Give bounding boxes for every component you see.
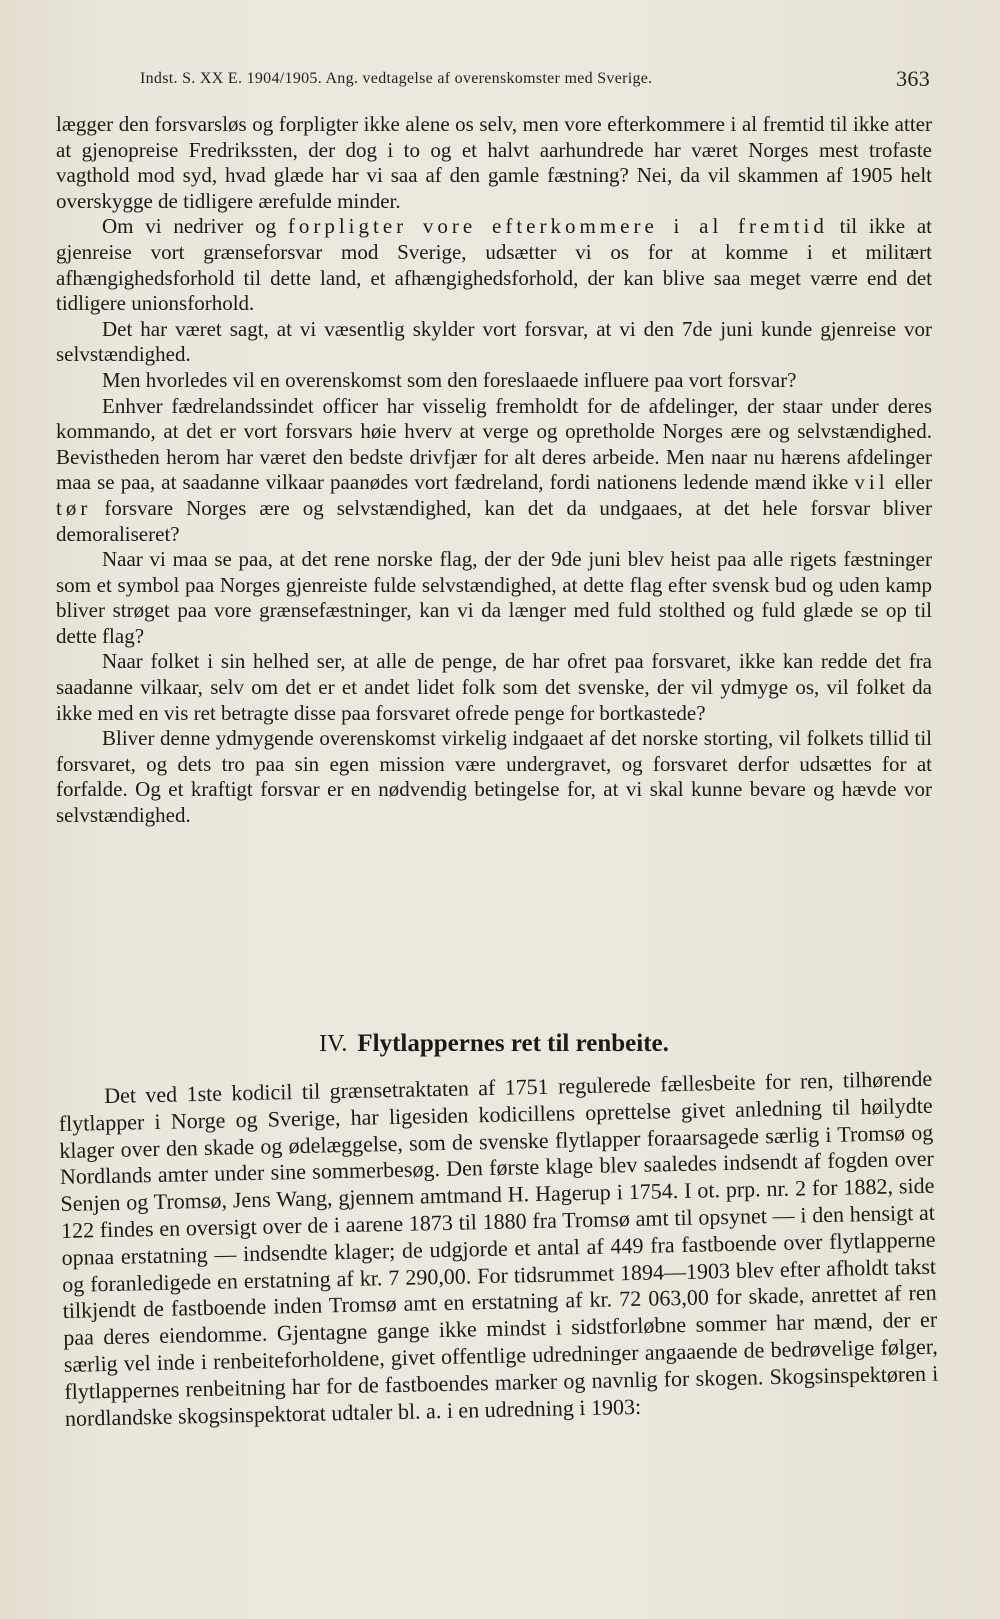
page-header <box>140 66 930 96</box>
emphasized-text: forpligter vore efterkommere i al fremtid <box>287 214 828 239</box>
paragraph: Men hvorledes vil en overenskomst som den foreslaaede influere paa vort forsvar? <box>102 367 797 392</box>
paragraph: Naar vi maa se paa, at det rene norske flag, der der 9de juni blev heist paa alle rigets fæstninger som et symbol paa Norges gjenreiste fulde selvstændighed, at dette flag efter svensk bud og uden kamp bliver strøget paa vore grænsefæstninger, kan vi da længer med fuld stolthed og fuld glæde se op til dette flag? <box>56 547 932 648</box>
emphasized-text: vil <box>854 470 889 495</box>
paragraph <box>56 394 932 548</box>
paragraph: lægger den forsvarsløs og forpligter ikke alene os selv, men vore efterkommere i al fremtid til ikke atter at gjenopreise Fredrikssten, der dog i to og et halvt aarhundrede har været Norges mest trofaste vagthold mod syd, hvad glæde har vi saa af den gamle fæstning? Nei, da vil skammen af 1905 helt overskygge de tidligere ærefulde minder. <box>56 112 932 213</box>
paragraph-mid: eller <box>888 470 932 495</box>
section-number: IV. <box>319 1031 348 1057</box>
emphasized-text: tør <box>56 495 92 520</box>
paragraph: Naar folket i sin helhed ser, at alle de penge, de har ofret paa forsvaret, ikke kan redde det fra saadanne vilkaar, selv om det er et andet lidet folk som det svenske, der vil ydmyge os, vil folket da ikke med en vis ret betragte disse paa forsvaret ofrede penge for bortkastede? <box>56 649 932 725</box>
paragraph-rest: til ikke at gjenreise vort grænseforsvar mod Sverige, udsætter vi os for at komme i et militært afhængighedsforhold til dette land, et afhængighedsforhold, der kan blive saa meget værre end det tidligere unionsforhold. <box>56 214 932 316</box>
paragraph-lead: Om vi nedriver og <box>102 214 288 239</box>
section-body <box>58 1066 939 1433</box>
section-heading <box>56 1030 932 1058</box>
section-title: Flytlappernes ret til renbeite. <box>357 1030 669 1057</box>
paragraph: Det har været sagt, at vi væsentlig skylder vort forsvar, at vi den 7de juni kunde gjenreise vor selvstændighed. <box>56 316 932 367</box>
body-text <box>56 112 932 829</box>
paragraph-rest: forsvare Norges ære og selvstændighed, kan det da undgaaes, at det hele forsvar bliver demoraliseret? <box>56 495 932 546</box>
paragraph: Bliver denne ydmygende overenskomst virkelig indgaaet af det norske storting, vil folkets tillid til forsvaret, og dets tro paa sin egen mission være undergravet, og forsvaret derfor udsættes for at forfalde. Og et kraftigt forsvar er en nødvendig betingelse for, at vi skal kunne bevare og hævde vor selvstændighed. <box>56 726 932 828</box>
paragraph: Det ved 1ste kodicil til grænsetraktaten af 1751 regulerede fællesbeite for ren, tilhørende flytlapper i Norge og Sverige, har ligesiden kodicillens oprettelse givet anledning til høilydte klager over den skade og ødelæggelse, som de svenske flytlapper foraarsagede særlig i Tromsø og Nordlands amter under sine sommerbesøg. Den første klage blev saaledes indsendt af fogden over Senjen og Tromsø, Jens Wang, gjennem amtmand H. Hagerup i 1754. I ot. prp. nr. 2 for 1882, side 122 findes en oversigt over de i aarene 1873 til 1880 fra Tromsø amt til opsynet — i den hensigt at opnaa erstatning — indsendte klager; de udgjorde et antal af 449 fra fastboende over flytlapperne og foranledigede en erstatning af kr. 7 290,00. For tidsrummet 1894—1903 blev efter afholdt takst tilkjendt de fastboende inden Tromsø amt en erstatning af kr. 72 063,00 for skade, anrettet af ren paa deres eiendomme. Gjentagne gange ikke mindst i sidstforløbne sommer har mænd, der er særlig vel inde i renbeiteforholdene, givet offentlige udredninger angaaende de bedrøvelige følger, flytlappernes renbeitning har for de fastboendes marker og navnlig for skogen. Skogsinspektøren i nordlandske skogsinspektorat udtaler bl. a. i en udredning i 1903: <box>58 1065 939 1431</box>
paragraph <box>56 214 932 316</box>
running-head: Indst. S. XX E. 1904/1905. Ang. vedtagelse af overenskomster med Sverige. <box>140 70 653 87</box>
paragraph-lead: Enhver fædrelandssindet officer har visselig fremholdt for de afdelinger, der staar under deres kommando, at det er vort forsvars høie hverv at verge og opretholde Norges ære og selvstændighed. Bevistheden herom har været den bedste drivfjær for alt deres arbeide. Men naar nu hærens afdelinger maa se paa, at saadanne vilkaar paanødes vort fædreland, fordi nationens ledende mænd ikke <box>56 393 932 495</box>
page-number: 363 <box>896 66 930 91</box>
